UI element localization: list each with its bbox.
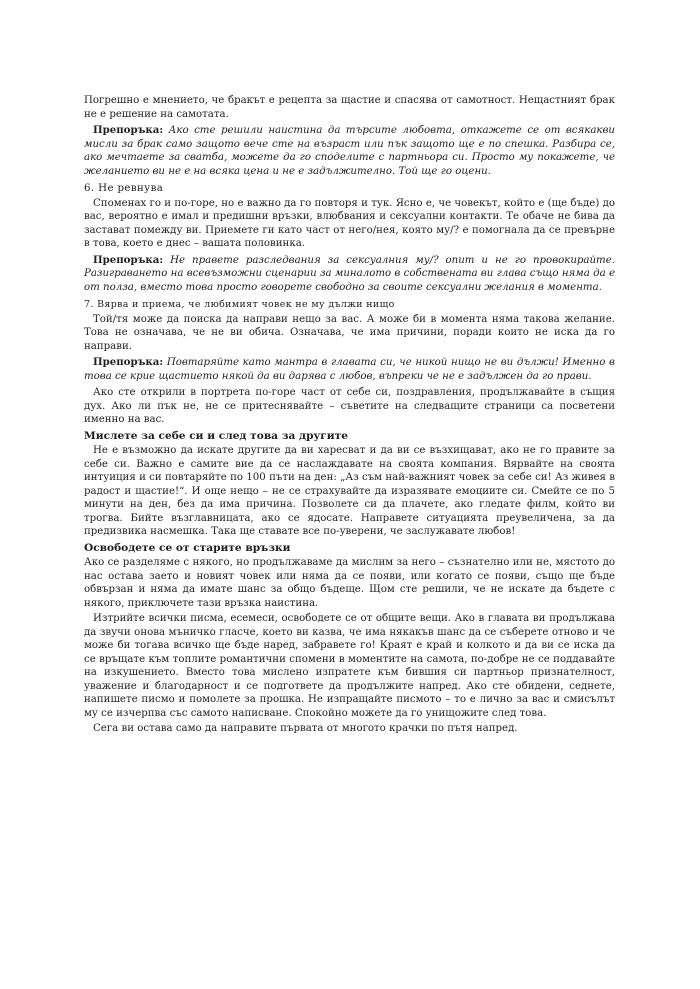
recommendation-label: Препоръка: xyxy=(93,356,164,368)
section-7-conclusion: Ако сте открили в портрета по-горе част от себе си, поздравления, продължавайте в същия дух. Ако ли пък не, не се притеснявайте – съветите на следващите страници са посветени именно на вас. xyxy=(84,387,615,425)
section-6-paragraph: Споменах го и по-горе, но е важно да го повторя и тук. Ясно е, че човекът, който е (ще бъде) до вас, вероятно е имал и предишни връзки, влюбвания и сексуални контакти. Те обаче не бива да застават помежду ви. Приемете ги като част от него/нея, която му/? е помогнала да се превърне в това, което е днес – вашата половинка. xyxy=(84,197,615,249)
recommendation-label: Препоръка: xyxy=(93,253,164,266)
section-6-title: 6. Не ревнува xyxy=(84,183,164,194)
intro-paragraph: Погрешно е мнението, че бракът е рецепта за щастие и спасява от самотност. Нещастният брак не е решение на самотата. xyxy=(84,95,615,120)
heading-think-of-yourself: Мислете за себе си и след това за другите xyxy=(84,429,348,442)
heading-free-yourself: Освободете се от старите връзки xyxy=(84,541,291,554)
free-paragraph-3: Сега ви остава само да направите първата от многото крачки по пътя напред. xyxy=(93,723,518,734)
recommendation-3 xyxy=(84,356,615,383)
recommendation-text: Не правете разследвания за сексуалния му/? опит и не го провокирайте. Разиграването на всевъзможни сценарии за миналото в собствената ви глава също няма да е от полза, вместо това просто говорете свободно за своите сексуални желания в момента. xyxy=(84,254,615,293)
free-paragraph-1: Ако се разделяме с някого, но продължаваме да мислим за него – съзнателно или не, мястото до нас остава заето и новият човек или няма да се появи, или когато се появи, също ще бъде обвързан и няма да имате шанс за общо бъдеще. Щом сте решили, че не искате да бъдете с някого, приключете тази връзка наистина. xyxy=(84,557,615,609)
recommendation-text: Ако сте решили наистина да търсите любовта, откажете се от всякакви мисли за брак само защото вече сте на възраст или пък защото ще е по спешка. Разбира се, ако мечтаете за сватба, можете да го споделите с партньора си. Просто му покажете, че желанието ви не е на всяка цена и не е задължително. Той ще го оцени. xyxy=(84,125,615,177)
document-page xyxy=(84,94,615,738)
section-7-paragraph: Той/тя може да поиска да направи нещо за вас. А може би в момента няма такова желание. Това не означава, че не ви обича. Означава, че има причини, поради които не иска да го направи. xyxy=(84,313,615,352)
free-paragraph-2: Изтрийте всички писма, есемеси, освободете се от общите вещи. Ако в главата ви продължава да звучи онова мъничко гласче, което ви казва, че има някакъв шанс да се съберете отново и че може би тогава всичко ще бъде наред, забравете го! Краят е край и колкото и да ви се иска да се връщате към топлите романтични спомени в моментите на самота, по-добре не се поддавайте на изкушението. Вместо това мислено изпратете към бившия си партньор признателност, уважение и благодарност и се подгответе да продължите напред. Ако сте обидени, седнете, напишете писмо и помолете за прошка. Не изпращайте писмото – то е лично за вас и смисълът му се изчерпва със самото написване. Спокойно можете да го унищожите след това. xyxy=(84,613,615,719)
section-7-title: 7. Вярва и приема, че любимият човек не му дължи нищо xyxy=(84,299,395,310)
recommendation-1 xyxy=(84,124,615,178)
recommendation-text: Повтаряйте като мантра в главата си, че никой нищо не ви дължи! Именно в това се крие щастието някой да ви дарява с любов, въпреки че не е задължен да го прави. xyxy=(84,357,615,382)
think-paragraph: Не е възможно да искате другите да ви харесват и да ви се възхищават, ако не го правите за себе си. Важно е самите вие да се наслаждавате на своята компания. Вярвайте на своята интуиция и си повтаряйте по 100 пъти на ден: „Аз съм най-важният човек за себе си! Аз живея в радост и щастие!“. И още нещо – не се страхувайте да изразявате емоциите си. Смейте се по 5 минути на ден, без да има причина. Позволете си да плачете, ако гледате филм, който ви трогва. Бийте възглавницата, ако се ядосате. Направете ситуацията преувеличена, за да предизвика насмешка. Така ще ставате все по-уверени, че заслужавате любов! xyxy=(84,445,615,537)
recommendation-2 xyxy=(84,254,615,295)
recommendation-label: Препоръка: xyxy=(93,124,164,136)
